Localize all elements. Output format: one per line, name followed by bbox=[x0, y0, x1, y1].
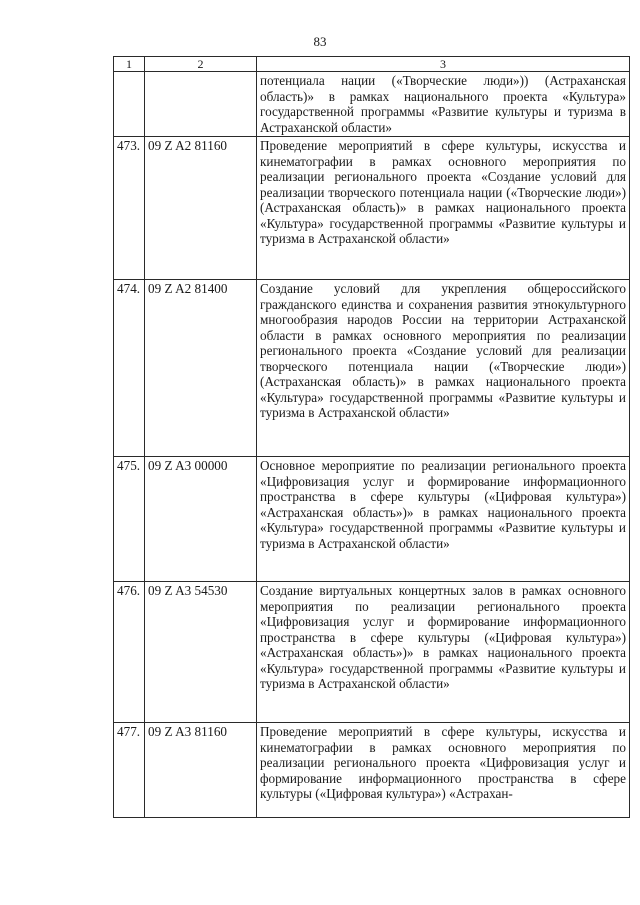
row-code: 09 Z A3 54530 bbox=[145, 582, 257, 723]
header-col-3: 3 bbox=[257, 57, 630, 72]
header-col-1: 1 bbox=[114, 57, 145, 72]
page-number: 83 bbox=[313, 34, 327, 49]
row-number: 473. bbox=[114, 137, 145, 280]
row-description: Создание условий для укрепления общероссийского гражданского единства и сохранения развития этнокультурного многообразия народов России на территории Астраханской области в рамках основного мероприятия по реализации регионального проекта «Создание условий для реализации творческого потенциала нации («Творческие люди») (Астраханская область)» в рамках национального проекта «Культура» государственной программы «Развитие культуры и туризма в Астраханской области» bbox=[257, 280, 630, 457]
row-description: Проведение мероприятий в сфере культуры, искусства и кинематографии в рамках основного мероприятия по реализации регионального проекта «Создание условий для реализации творческого потенциала нации («Творческие люди») (Астраханская область)» в рамках национального проекта «Культура» государственной программы «Развитие культуры и туризма в Астраханской области» bbox=[257, 137, 630, 280]
row-number: 474. bbox=[114, 280, 145, 457]
row-code: 09 Z A2 81400 bbox=[145, 280, 257, 457]
row-description: Проведение мероприятий в сфере культуры, искусства и кинематографии в рамках основного мероприятия по реализации регионального проекта «Цифровизация услуг и формирование информационного пространства в сфере культуры («Цифровая культура») «Астрахан- bbox=[257, 723, 630, 818]
table-row bbox=[114, 582, 630, 723]
row-number: 477. bbox=[114, 723, 145, 818]
table-header-row bbox=[114, 57, 630, 72]
table-row bbox=[114, 137, 630, 280]
row-number: 476. bbox=[114, 582, 145, 723]
table-row bbox=[114, 723, 630, 818]
table-row bbox=[114, 280, 630, 457]
table-row-continuation bbox=[114, 72, 630, 137]
table-row bbox=[114, 457, 630, 582]
row-description: Создание виртуальных концертных залов в рамках основного мероприятия по реализации регионального проекта «Цифровизация услуг и формирование информационного пространства в сфере культуры («Цифровая культура») «Астраханская область»)» в рамках национального проекта «Культура» государственной программы «Развитие культуры и туризма в Астраханской области» bbox=[257, 582, 630, 723]
row-description: потенциала нации («Творческие люди»)) (Астраханская область)» в рамках национального проекта «Культура» государственной программы «Развитие культуры и туризма в Астраханской области» bbox=[257, 72, 630, 137]
row-number: 475. bbox=[114, 457, 145, 582]
row-code: 09 Z A3 81160 bbox=[145, 723, 257, 818]
header-col-2: 2 bbox=[145, 57, 257, 72]
row-number-cell bbox=[114, 72, 145, 137]
budget-classification-table bbox=[113, 56, 630, 818]
row-code: 09 Z A3 00000 bbox=[145, 457, 257, 582]
row-code-cell bbox=[145, 72, 257, 137]
row-description: Основное мероприятие по реализации регионального проекта «Цифровизация услуг и формирование информационного пространства в сфере культуры («Цифровая культура») «Астраханская область»)» в рамках национального проекта «Культура» государственной программы «Развитие культуры и туризма в Астраханской области» bbox=[257, 457, 630, 582]
row-code: 09 Z A2 81160 bbox=[145, 137, 257, 280]
